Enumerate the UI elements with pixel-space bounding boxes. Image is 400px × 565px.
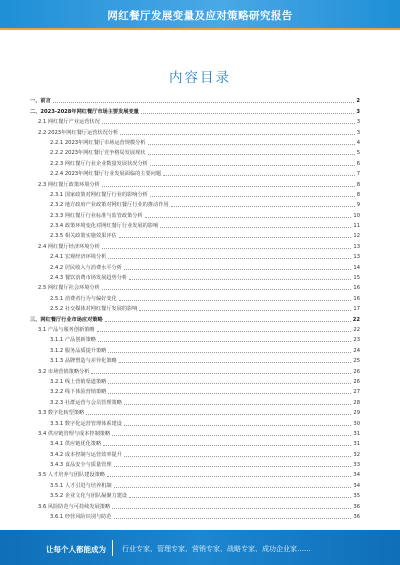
toc-entry-page: 29: [353, 410, 360, 417]
toc-entry-page: 22: [352, 316, 360, 323]
toc-entry[interactable]: [30, 136, 360, 146]
toc-entry[interactable]: [30, 510, 360, 520]
footer-banner: [0, 530, 400, 565]
toc-leader-dots: [124, 269, 351, 270]
toc-leader-dots: [91, 373, 351, 374]
toc-entry[interactable]: [30, 343, 360, 353]
toc-entry-title: 3.3 数字化转型策略: [38, 410, 85, 417]
toc-entry-title: 2.4.3 餐饮消费市场发展趋势分析: [50, 275, 128, 282]
toc-entry-page: 34: [353, 482, 360, 489]
toc-entry-title: 2.3.1 国家政策对网红餐厅行业的影响分析: [50, 191, 148, 198]
toc-leader-dots: [150, 196, 355, 197]
toc-entry-title: 3.4.1 供应链优化策略: [50, 441, 102, 448]
toc-entry-page: 4: [356, 139, 360, 146]
toc-leader-dots: [160, 227, 351, 228]
toc-leader-dots: [108, 383, 351, 384]
toc-entry-page: 26: [353, 378, 360, 385]
toc-entry-page: 32: [353, 451, 360, 458]
toc-entry-page: 7: [356, 171, 360, 178]
toc-leader-dots: [53, 102, 355, 103]
toc-leader-dots: [86, 414, 351, 415]
toc-entry-title: 3.1 产品与服务创新策略: [38, 326, 95, 333]
toc-leader-dots: [145, 217, 352, 218]
toc-entry-title: 3.6.1 经营风险识别与防范: [50, 514, 112, 521]
toc-entry-title: 2.2.3 网红餐厅行业企业数量发展状况分析: [50, 160, 148, 167]
toc-entry-page: 27: [353, 389, 360, 396]
toc-entry[interactable]: [30, 198, 360, 208]
toc-entry-page: 12: [353, 233, 360, 240]
toc-leader-dots: [119, 237, 352, 238]
toc-entry-title: 3.4.3 食品安全与质量管理: [50, 462, 112, 469]
toc-entry[interactable]: [30, 239, 360, 249]
toc-entry-page: 3: [356, 108, 360, 115]
toc-leader-dots: [139, 310, 351, 311]
toc-entry[interactable]: [30, 208, 360, 218]
toc-leader-dots: [108, 352, 351, 353]
toc-entry-page: 13: [353, 243, 360, 250]
toc-leader-dots: [107, 476, 351, 477]
toc-entry[interactable]: [30, 219, 360, 229]
toc-leader-dots: [148, 144, 355, 145]
toc-entry-title: 三、网红餐厅行业市场应对策略: [30, 316, 103, 323]
toc-entry[interactable]: [30, 468, 360, 478]
toc-entry-title: 3.2.1 线上营销渠道策略: [50, 378, 107, 385]
toc-entry-page: 8: [356, 181, 360, 188]
toc-leader-dots: [171, 206, 355, 207]
toc-heading: 内容目录: [169, 70, 231, 86]
toc-entry[interactable]: [30, 427, 360, 437]
toc-entry-title: 2.3.3 网红餐厅行业标准与监管政策分析: [50, 212, 143, 219]
toc-leader-dots: [141, 113, 355, 114]
toc-entry-page: 16: [353, 295, 360, 302]
toc-entry[interactable]: [30, 260, 360, 270]
toc-leader-dots: [114, 487, 352, 488]
toc-entry[interactable]: [30, 354, 360, 364]
toc-entry-page: 36: [353, 514, 360, 521]
toc-leader-dots: [124, 425, 351, 426]
toc-entry-page: 15: [353, 275, 360, 282]
toc-entry-title: 3.1.1 产品创新策略: [50, 337, 96, 344]
toc-entry-title: 3.2 市场营销策略分析: [38, 368, 90, 375]
toc-entry-title: 2.2 2023年网红餐厅运营状况分析: [38, 129, 119, 136]
toc-entry-page: 14: [353, 264, 360, 271]
toc-entry-title: 2.3.2 地方政府产业政策对网红餐厅行业的推动作用: [50, 202, 169, 209]
toc-entry-title: 3.4.2 成本控制与运营效率提升: [50, 451, 122, 458]
toc-leader-dots: [148, 154, 355, 155]
toc-entry-title: 3.2.2 线下体验营销策略: [50, 389, 107, 396]
toc-entry-title: 3.5.1 人才引进与培养机制: [50, 482, 112, 489]
toc-entry[interactable]: [30, 375, 360, 385]
toc-entry-page: 22: [353, 326, 360, 333]
toc-entry-title: 2.4 网红餐厅经济环境分析: [38, 243, 100, 250]
toc-entry-title: 2.2.1 2023年网红餐厅市场运营规模分析: [50, 139, 146, 146]
toc-entry[interactable]: [30, 406, 360, 416]
toc-leader-dots: [108, 393, 351, 394]
toc-leader-dots: [120, 134, 355, 135]
footer-slogan: 让每个人都能成为: [46, 545, 106, 554]
toc-entry-page: 2: [356, 98, 360, 105]
toc-entry-title: 3.1.2 服务品质提升策略: [50, 347, 107, 354]
toc-entry-page: 26: [353, 368, 360, 375]
toc-entry[interactable]: [30, 177, 360, 187]
toc-entry[interactable]: [30, 333, 360, 343]
toc-entry[interactable]: [30, 271, 360, 281]
toc-leader-dots: [124, 404, 351, 405]
toc-entry-page: 13: [353, 254, 360, 261]
toc-entry[interactable]: [30, 437, 360, 447]
toc-entry[interactable]: [30, 447, 360, 457]
toc-entry[interactable]: [30, 229, 360, 239]
toc-entry-title: 2.2.4 2023年网红餐厅行业发展面临的主要问题: [50, 171, 162, 178]
toc-entry[interactable]: [30, 104, 360, 114]
toc-entry-page: 5: [356, 150, 360, 157]
toc-entry-title: 3.5 人才培养与团队建设策略: [38, 472, 105, 479]
toc-leader-dots: [129, 497, 351, 498]
toc-entry-page: 36: [353, 503, 360, 510]
toc-entry-page: 24: [353, 347, 360, 354]
toc-entry-page: 11: [353, 223, 360, 230]
toc-entry[interactable]: [30, 499, 360, 509]
toc-entry-page: 28: [353, 399, 360, 406]
toc-entry[interactable]: [30, 302, 360, 312]
toc-entry-page: 6: [356, 160, 360, 167]
footer-tagline: 行业专家、管理专家、营销专家、战略专家、成功企业家……: [122, 545, 311, 553]
toc-leader-dots: [102, 123, 355, 124]
toc-leader-dots: [105, 321, 351, 322]
toc-entry[interactable]: [30, 312, 360, 322]
toc-entry[interactable]: [30, 115, 360, 125]
toc-entry-page: 25: [353, 358, 360, 365]
toc-entry-title: 2.4.1 宏观经济环境分析: [50, 254, 107, 261]
toc-entry[interactable]: [30, 416, 360, 426]
toc-entry[interactable]: [30, 188, 360, 198]
toc-leader-dots: [119, 300, 352, 301]
toc-entry[interactable]: [30, 281, 360, 291]
toc-entry-page: 16: [353, 285, 360, 292]
toc-entry[interactable]: [30, 250, 360, 260]
toc-leader-dots: [97, 331, 352, 332]
toc-leader-dots: [124, 456, 351, 457]
toc-entry-page: 9: [356, 202, 360, 209]
toc-leader-dots: [102, 248, 352, 249]
toc-entry[interactable]: [30, 478, 360, 488]
toc-entry-title: 2.3 网红餐厅政策环境分析: [38, 181, 100, 188]
toc-entry-title: 2.3.4 政策环境变化对网红餐厅行业发展的影响: [50, 223, 159, 230]
toc-entry[interactable]: [30, 458, 360, 468]
toc-leader-dots: [103, 445, 351, 446]
toc-leader-dots: [114, 518, 352, 519]
toc-leader-dots: [98, 341, 351, 342]
toc-entry[interactable]: [30, 125, 360, 135]
table-of-contents: [30, 94, 360, 520]
toc-entry-title: 2.5.2 社交媒体对网红餐厅发展的影响: [50, 306, 138, 313]
toc-entry-title: 2.2.2 2023年网红餐厅竞争格局发展现状: [50, 150, 146, 157]
toc-entry-title: 3.1.3 品牌塑造与差异化策略: [50, 358, 117, 365]
toc-entry-title: 2.4.2 居民收入与消费水平分析: [50, 264, 122, 271]
toc-entry-page: 23: [353, 337, 360, 344]
report-header: [0, 0, 400, 30]
toc-entry[interactable]: [30, 385, 360, 395]
toc-entry-page: 33: [353, 462, 360, 469]
toc-leader-dots: [150, 165, 355, 166]
toc-entry[interactable]: [30, 323, 360, 333]
toc-entry-page: 31: [353, 430, 360, 437]
toc-entry-title: 一、前言: [30, 98, 51, 105]
toc-entry-title: 2.5 网红餐厅社会环境分析: [38, 285, 100, 292]
toc-leader-dots: [112, 435, 351, 436]
toc-leader-dots: [102, 289, 352, 290]
toc-entry-page: 17: [353, 306, 360, 313]
toc-entry-title: 3.3.1 数字化运营管理体系建设: [50, 420, 122, 427]
footer-divider: [112, 540, 113, 556]
toc-entry-page: 3: [356, 119, 360, 126]
toc-leader-dots: [102, 186, 355, 187]
toc-entry[interactable]: [30, 94, 360, 104]
toc-entry[interactable]: [30, 156, 360, 166]
toc-entry-title: 3.6 风险防范与可持续发展策略: [38, 503, 111, 510]
toc-entry-page: 35: [353, 493, 360, 500]
toc-entry-title: 2.3.5 相关政策实施效果评估: [50, 233, 117, 240]
report-title: 网红餐厅发展变量及应对策略研究报告: [107, 10, 293, 22]
toc-entry[interactable]: [30, 146, 360, 156]
toc-entry-title: 3.2.3 社群运营与会员管理策略: [50, 399, 122, 406]
toc-leader-dots: [129, 279, 351, 280]
toc-entry[interactable]: [30, 489, 360, 499]
toc-leader-dots: [108, 258, 351, 259]
toc-leader-dots: [114, 466, 352, 467]
toc-entry-page: 34: [353, 472, 360, 479]
toc-entry[interactable]: [30, 167, 360, 177]
toc-entry-page: 10: [353, 212, 360, 219]
toc-leader-dots: [163, 175, 355, 176]
toc-entry-page: 3: [356, 129, 360, 136]
toc-entry-page: 30: [353, 420, 360, 427]
toc-entry-title: 3.5.2 企业文化与团队凝聚力建设: [50, 493, 128, 500]
toc-entry-title: 二、2023-2028年网红餐厅市场主要发展变量: [30, 108, 139, 115]
toc-entry-title: 2.1 网红餐厅产业运营状况: [38, 119, 100, 126]
toc-entry[interactable]: [30, 364, 360, 374]
toc-entry[interactable]: [30, 291, 360, 301]
toc-entry-title: 3.4 供应链管理与成本控制策略: [38, 430, 111, 437]
toc-leader-dots: [112, 508, 351, 509]
toc-leader-dots: [119, 362, 352, 363]
toc-entry-page: 31: [353, 441, 360, 448]
toc-entry[interactable]: [30, 395, 360, 405]
toc-entry-title: 2.5.1 消费者行为与偏好变化: [50, 295, 117, 302]
toc-entry-page: 8: [356, 191, 360, 198]
